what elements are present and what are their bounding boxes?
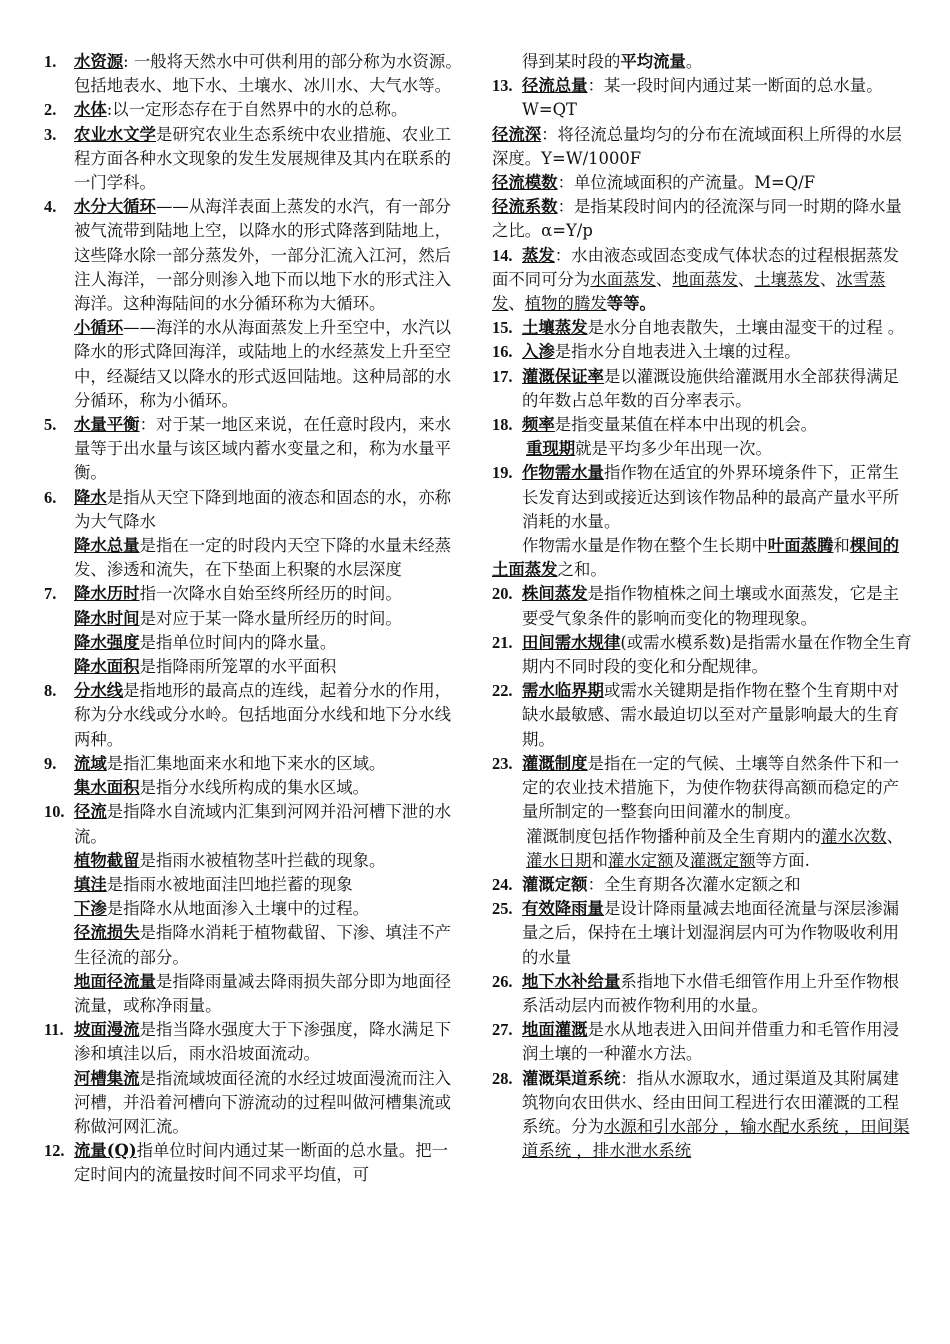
type-snow-ice: 冰雪蒸发 [492,269,886,314]
entry-18-sub [492,437,912,461]
term-agri-hydrology: 农业水文学 [74,124,156,144]
entry-10-sub-c [44,873,464,897]
definition: :以一定形态存在于自然界中的水的总称。 [106,100,408,120]
entry-number: 13. [492,76,513,96]
entry-21 [492,631,912,679]
term-mean-discharge: 平均流量 [620,52,686,71]
separator: 、 [886,826,903,846]
term-frequency: 频率 [522,415,555,435]
term-effective-rainfall: 有效降雨量 [522,899,604,919]
definition: 是指雨水被植物茎叶拦截的现象。 [139,850,386,870]
definition: 或需水关键期是指作物在整个生育期中对缺水最敏感、需水最迫切以至对产量影响最大的生育期。 [522,681,899,749]
term-runoff: 径流 [74,802,107,822]
term-interplant-soil-evaporation: 棵间的土面蒸发 [492,536,899,580]
term-field-water-pattern: 田间需水规律 [522,632,621,652]
entry-number: 1. [44,52,57,71]
left-column [44,50,464,1188]
entry-19 [492,461,912,534]
entry-number: 7. [44,584,57,604]
entry-16 [492,340,912,364]
text: 等等。 [606,294,656,314]
entry-18 [492,413,912,437]
entry-number: 19. [492,463,513,483]
term-irrigation-quota: 灌水定额 [607,850,674,870]
definition: 是指分水线所构成的集水区域。 [139,778,370,798]
separator: 、 [655,269,673,289]
type-plant-transpiration: 植物的腾发 [524,294,607,314]
entry-11-sub [44,1067,464,1140]
entry-number: 18. [492,415,513,435]
entry-number: 14. [492,245,513,265]
term-infiltration-entry: 入渗 [522,342,555,362]
entry-number: 16. [492,342,513,362]
entry-14 [492,244,912,317]
entry-8 [44,679,464,752]
text: 等方面. [755,850,810,870]
definition: ——从海洋表面上蒸发的水汽，有一部分被气流带到陆地上空，以降水的形式降落到陆地上，这些降水除一部分蒸发外，一部分汇流入江河，然后注人海洋，一部分则渗入地下而以地下水的形式注入海洋。这种海陆间的水分循环称为大循环。 [74,197,451,314]
entry-25 [492,897,912,970]
term-groundwater-recharge: 地下水补给量 [522,971,621,991]
definition: ：指从水源取水，通过渠道及其附属建筑物向农田供水、经由田间工程进行农田灌溉的工程系统。分为 [522,1068,899,1136]
definition: ——海洋的水从海面蒸发上升至空中，水汽以降水的形式降回海洋，或陆地上的水经蒸发上升至空中，经凝结又以降水的形式返回陆地。这种局部的水分循环，称为小循环。 [74,318,451,410]
term-irrigation-norm: 灌溉定额 [689,850,756,870]
definition: ：对于某一地区来说，在任意时段内，来水量等于出水量与该区域内蓄水变量之和，称为水量平衡。 [74,415,451,483]
entry-1 [44,50,464,98]
term-precipitation: 降水 [74,487,107,507]
definition: 是研究农业生态系统中农业措施、农业工程方面各种水文现象的发生发展规律及其内在联系的一门学科。 [74,124,451,193]
definition: 系指地下水借毛细管作用上升至作物根系活动层内而被作物利用的水量。 [522,971,899,1015]
term-interplant-evaporation: 株间蒸发 [522,584,588,604]
type-water-surface: 水面蒸发 [590,269,656,289]
text: 灌溉制度包括作物播种前及全生育期内的 [526,826,822,846]
term-water-body: 水体 [74,100,107,120]
entry-7 [44,582,464,606]
entry-number: 9. [44,753,57,773]
entry-number: 24. [492,874,513,894]
definition: 是指降水消耗于植物截留、下渗、填洼不产生径流的部分。 [74,923,451,967]
definition: 是指从天空下降到地面的液态和固态的水，亦称为大气降水 [74,487,451,531]
definition: ：将径流总量均匀的分布在流域面积上所得的水层深度。Y=W/1000F [492,124,902,168]
definition: ：全生育期各次灌水定额之和 [587,874,801,894]
term-runoff-volume: 径流总量 [522,76,588,96]
separator: 和 [591,850,608,870]
term-return-period: 重现期 [526,439,576,459]
term-divide: 分水线 [74,681,124,701]
definition: ：水由液态或固态变成气体状态的过程根据蒸发面不同可分为 [492,245,899,289]
definition: 是指单位时间内的降水量。 [139,632,337,652]
term-discharge: 流量(Q) [74,1141,137,1161]
entry-13 [492,74,912,122]
entry-17 [492,365,912,413]
entry-number: 11. [44,1020,64,1040]
term-channel-flow: 河槽集流 [74,1068,140,1088]
definition: 是指降水从地面渗入土壤中的过程。 [106,899,370,919]
term-depression-storage: 填洼 [74,874,107,894]
term-irrigation-date: 灌水日期 [526,850,592,870]
entry-number: 28. [492,1068,513,1088]
entry-runoff-modulus [492,171,912,195]
entry-28 [492,1067,912,1164]
definition: 是指降雨量减去降雨损失部分即为地面径流量，或称净雨量。 [74,971,451,1015]
entry-10-sub-d [44,897,464,921]
term-overland-flow: 坡面漫流 [74,1020,140,1040]
definition: 指作物在适宜的外界环境条件下，正常生长发育达到或接近达到该作物品种的最高产量水平所消耗的水量。 [522,463,899,531]
term-precip-time: 降水时间 [74,608,140,628]
definition: 是指雨水被地面洼凹地拦蓄的现象 [106,874,353,894]
entry-23-sub [492,825,912,873]
entry-15 [492,316,912,340]
term-precip-area: 降水面积 [74,657,140,677]
definition: ：单位流域面积的产流量。M=Q/F [557,173,816,193]
text: 得到某时段的 [522,52,621,71]
definition: 指一次降水自始至终所经历的时间。 [139,584,402,604]
entry-number: 20. [492,584,513,604]
definition: 就是平均多少年出现一次。 [575,439,772,459]
entry-10-sub-f [44,970,464,1018]
entry-19-sub [492,534,912,582]
term-irrigation-guarantee: 灌溉保证率 [522,366,604,386]
definition: 是指变量某值在样本中出现的机会。 [554,415,818,435]
entry-26 [492,970,912,1018]
definition: 是指地形的最高点的连线，起着分水的作用，称为分水线或分水岭。包括地面分水线和地下分水线两种。 [74,681,451,749]
separator: 、 [737,269,755,289]
definition: 是设计降雨量减去地面径流量与深层渗漏量之后，保持在土壤计划湿润层内可为作物吸收利用的水量 [522,899,899,967]
entry-number: 23. [492,753,513,773]
entry-number: 10. [44,802,65,822]
term-precip-intensity: 降水强度 [74,632,140,652]
entry-runoff-coefficient [492,195,912,243]
definition: 是指水分自地表进入土壤的过程。 [554,342,801,362]
term-soil-evaporation: 土壤蒸发 [522,318,588,338]
term-surface-runoff: 地面径流量 [74,971,156,991]
definition: 是指降雨所笼罩的水平面积 [139,657,337,677]
definition: 是水分自地表散失，土壤由湿变干的过程 。 [587,318,905,338]
definition: : 一般将天然水中可供利用的部分称为水资源。包括地表水、地下水、土壤水、冰川水、大气水等。 [74,52,462,96]
definition: 是指当降水强度大于下渗强度，降水满足下渗和填洼以后，雨水沿坡面流动。 [74,1020,451,1064]
entry-7-sub-b [44,607,464,631]
term-canal-system: 灌溉渠道系统 [522,1068,621,1088]
definition: 是对应于某一降水量所经历的时间。 [139,608,402,628]
term-surface-irrigation: 地面灌溉 [522,1020,588,1040]
definition: 是指在一定的时段内天空下降的水量未经蒸发、渗透和流失，在下垫面上积聚的水层深度 [74,536,451,580]
type-land-surface: 地面蒸发 [672,269,738,289]
entry-3 [44,123,464,196]
term-irrigation-norm-def: 灌溉定额 [522,874,588,894]
entry-7-sub-d [44,655,464,679]
definition: 是指作物植株之间土壤或水面蒸发，它是主要受气象条件的影响而变化的物理现象。 [522,584,899,628]
type-soil: 土壤蒸发 [754,269,820,289]
entry-number: 12. [44,1141,65,1161]
entry-6-sub [44,534,464,582]
separator: 、 [819,269,837,289]
entry-runoff-depth [492,123,912,171]
term-critical-period: 需水临界期 [522,681,604,701]
entry-7-sub-c [44,631,464,655]
term-precip-duration: 降水历时 [74,584,140,604]
term-macro-cycle: 水分大循环 [74,197,156,217]
entry-5 [44,413,464,486]
definition: 是指流域坡面径流的水经过坡面漫流而注入河槽，并沿着河槽向下游流动的过程叫做河槽集流或称做河网汇流。 [74,1068,451,1136]
entry-number: 22. [492,681,513,701]
entry-number: 26. [492,971,513,991]
entry-number: 4. [44,197,57,217]
entry-27 [492,1018,912,1066]
entry-number: 2. [44,100,57,120]
term-runoff-depth: 径流深 [492,124,542,144]
entry-10 [44,800,464,848]
entry-12-continued [492,50,912,74]
entry-number: 21. [492,632,513,652]
definition: 是指在一定的气候、土壤等自然条件下和一定的农业技术措施下，为使作物获得高额而稳定的产量所制定的一整套向田间灌水的制度。 [522,753,899,822]
entry-23 [492,752,912,825]
entry-10-sub-b [44,849,464,873]
entry-20 [492,582,912,630]
term-runoff-coefficient: 径流系数 [492,197,558,217]
entry-11 [44,1018,464,1066]
term-total-precipitation: 降水总量 [74,536,140,556]
definition: 指单位时间内通过某一断面的总水量。把一定时间内的流量按时间不同求平均值，可 [74,1141,448,1185]
canal-system-parts: 水源和引水部分 ，输水配水系统 ，田间渠道系统 ，排水泄水系统 [522,1116,910,1161]
separator: 及 [673,850,690,870]
entry-4-sub [44,316,464,413]
term-leaf-transpiration: 叶面蒸腾 [767,536,834,556]
text: 作物需水量是作物在整个生长期中 [522,536,768,556]
entry-10-sub-e [44,921,464,969]
text: 和 [833,536,850,556]
entry-number: 15. [492,318,513,338]
term-infiltration: 下渗 [74,899,107,919]
definition: ：是指某段时间内的径流深与同一时期的降水量之比。α=Y/p [492,197,902,241]
definition: 是以灌溉设施供给灌溉用水全部获得满足的年数占总年数的百分率表示。 [522,366,899,410]
term-catchment-area: 集水面积 [74,778,140,798]
text: 。 [685,52,703,71]
entry-6 [44,486,464,534]
term-basin: 流域 [74,753,107,773]
entry-number: 25. [492,899,513,919]
entry-number: 17. [492,366,513,386]
entry-number: 3. [44,124,57,144]
separator: 、 [508,294,525,314]
entry-number: 6. [44,487,57,507]
term-runoff-loss: 径流损失 [74,923,140,943]
definition: (或需水模系数)是指需水量在作物全生育期内不同时段的变化和分配规律。 [522,632,912,677]
term-interception: 植物截留 [74,850,140,870]
entry-22 [492,679,912,752]
definition: 是指降水自流域内汇集到河网并沿河槽下泄的水流。 [74,802,451,846]
entry-12 [44,1139,464,1187]
right-column [492,50,912,1163]
entry-9-sub [44,776,464,800]
term-crop-water-requirement: 作物需水量 [522,463,604,483]
term-water-resources: 水资源 [74,52,124,71]
term-irrigation-schedule: 灌溉制度 [522,753,588,773]
definition: ：某一段时间内通过某一断面的总水量。W=QT [522,76,883,120]
term-water-balance: 水量平衡 [74,415,140,435]
entry-number: 27. [492,1020,513,1040]
definition: 是水从地表进入田间并借重力和毛管作用浸润土壤的一种灌水方法。 [522,1020,899,1064]
text: 之和。 [557,560,607,580]
definition: 是指汇集地面来水和地下来水的区域。 [106,753,386,773]
entry-2 [44,98,464,122]
entry-number: 8. [44,681,57,701]
entry-number: 5. [44,415,57,435]
term-irrigation-count: 灌水次数 [821,826,887,846]
entry-4 [44,195,464,316]
term-runoff-modulus: 径流模数 [492,173,558,193]
term-evaporation: 蒸发 [522,245,555,265]
entry-9 [44,752,464,776]
entry-24 [492,873,912,897]
term-micro-cycle: 小循环 [74,318,124,338]
